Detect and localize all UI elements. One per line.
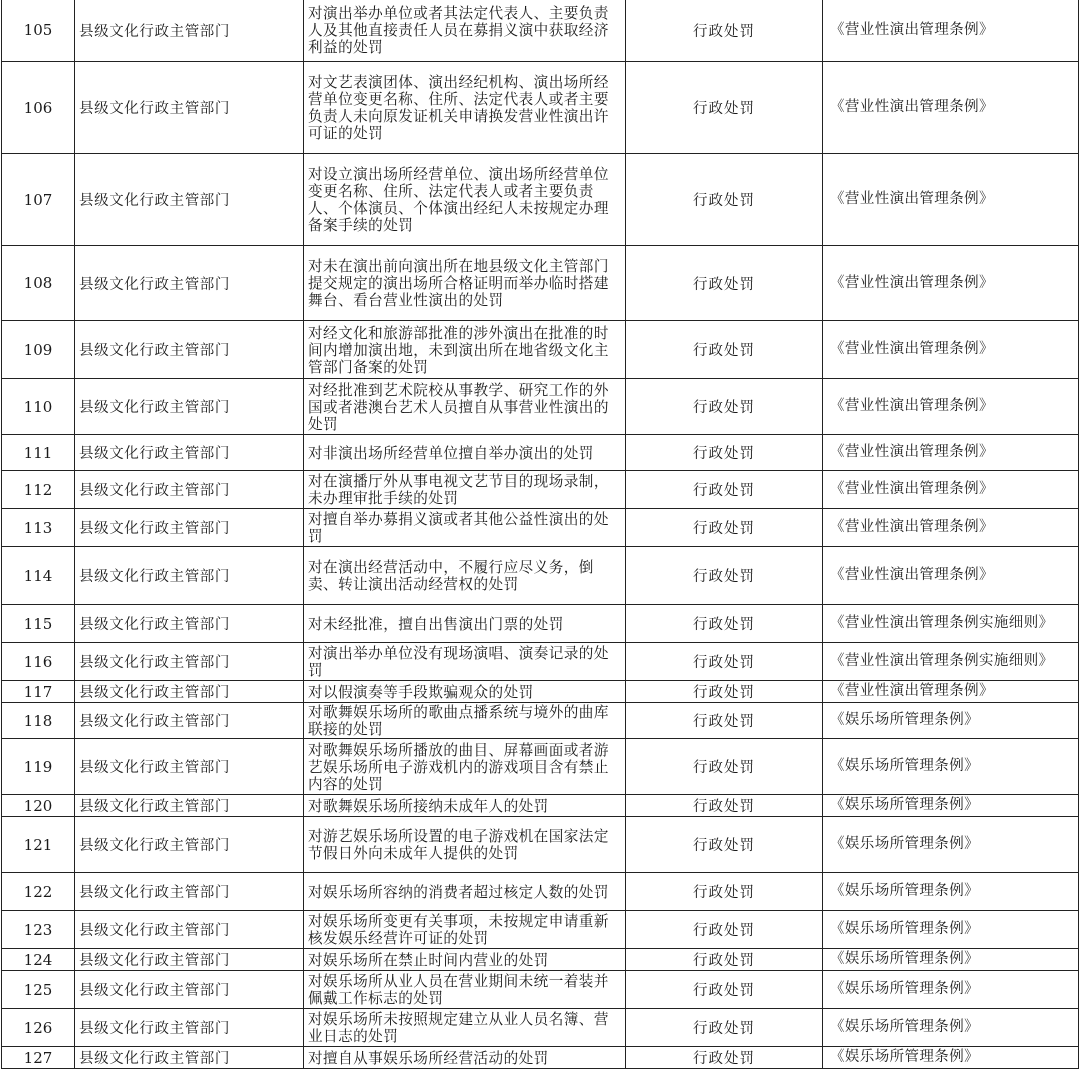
item-name-cell <box>304 971 626 1009</box>
penalty-type-cell <box>626 1009 823 1047</box>
row-number-text: 105 <box>23 21 53 39</box>
penalty-type-cell <box>626 471 823 509</box>
legal-basis-cell <box>823 971 1079 1009</box>
penalty-type-cell <box>626 379 823 435</box>
item-name-cell <box>304 547 626 605</box>
department-cell <box>75 949 304 971</box>
department-cell-text: 县级文化行政主管部门 <box>79 400 230 416</box>
department-cell <box>75 62 304 154</box>
department-cell <box>75 0 304 62</box>
penalty-type-cell-text: 行政处罚 <box>693 799 755 815</box>
row-number <box>2 471 75 509</box>
legal-basis-cell <box>823 246 1079 321</box>
row-number-text: 108 <box>23 274 53 292</box>
department-cell-text: 县级文化行政主管部门 <box>79 617 230 633</box>
table-row <box>2 246 1079 321</box>
row-number <box>2 605 75 643</box>
table-row <box>2 321 1079 379</box>
department-cell <box>75 817 304 873</box>
department-cell <box>75 321 304 379</box>
item-name-cell <box>304 817 626 873</box>
department-cell-text: 县级文化行政主管部门 <box>79 923 230 939</box>
table-row <box>2 471 1079 509</box>
penalty-type-cell-text: 行政处罚 <box>693 1021 755 1037</box>
row-number <box>2 246 75 321</box>
legal-basis-cell <box>823 154 1079 246</box>
table-row <box>2 62 1079 154</box>
department-cell-text: 县级文化行政主管部门 <box>79 446 230 462</box>
row-number-text: 110 <box>23 397 53 416</box>
row-number <box>2 1009 75 1047</box>
penalty-type-cell <box>626 703 823 739</box>
legal-basis-cell <box>823 605 1079 643</box>
row-number-text: 116 <box>23 652 53 671</box>
item-name-cell-text: 对歌舞娱乐场所接纳未成年人的处罚 <box>308 797 549 815</box>
department-cell-text: 县级文化行政主管部门 <box>79 983 230 999</box>
row-number <box>2 643 75 681</box>
penalty-type-cell <box>626 949 823 971</box>
legal-basis-cell-text: 《营业性演出管理条例》 <box>830 481 994 497</box>
department-cell-text: 县级文化行政主管部门 <box>79 760 230 776</box>
department-cell-text: 县级文化行政主管部门 <box>79 483 230 499</box>
penalty-type-cell <box>626 62 823 154</box>
row-number <box>2 435 75 471</box>
penalty-type-cell <box>626 739 823 795</box>
penalty-type-cell <box>626 435 823 471</box>
penalty-type-cell <box>626 817 823 873</box>
department-cell-text: 县级文化行政主管部门 <box>79 569 230 585</box>
item-name-cell <box>304 246 626 321</box>
department-cell <box>75 246 304 321</box>
item-name-cell-text: 对娱乐场所容纳的消费者超过核定人数的处罚 <box>308 883 609 901</box>
legal-basis-cell-text: 《娱乐场所管理条例》 <box>830 921 979 937</box>
row-number-text: 106 <box>23 98 53 117</box>
department-cell-text: 县级文化行政主管部门 <box>79 521 230 537</box>
legal-basis-cell-text: 《娱乐场所管理条例》 <box>830 836 979 852</box>
department-cell <box>75 873 304 911</box>
row-number-text: 126 <box>23 1018 53 1037</box>
penalty-type-cell <box>626 681 823 703</box>
legal-basis-cell <box>823 0 1079 62</box>
table-row <box>2 379 1079 435</box>
item-name-cell <box>304 379 626 435</box>
penalty-type-cell-text: 行政处罚 <box>693 483 755 499</box>
department-cell-text: 县级文化行政主管部门 <box>79 23 230 40</box>
item-name-cell-text: 对歌舞娱乐场所的歌曲点播系统与境外的曲库联接的处罚 <box>308 704 609 738</box>
department-cell <box>75 681 304 703</box>
table-row <box>2 1009 1079 1047</box>
item-name-cell <box>304 605 626 643</box>
penalty-type-cell-text: 行政处罚 <box>693 569 755 585</box>
row-number-text: 118 <box>23 711 53 730</box>
legal-basis-cell-text: 《营业性演出管理条例》 <box>830 21 994 38</box>
penalty-type-cell <box>626 509 823 547</box>
item-name-cell-text: 对非演出场所经营单位擅自举办演出的处罚 <box>308 444 594 462</box>
row-number <box>2 0 75 62</box>
table-row <box>2 739 1079 795</box>
row-number-text: 111 <box>23 443 53 462</box>
legal-basis-cell-text: 《娱乐场所管理条例》 <box>830 1019 979 1035</box>
department-cell-text: 县级文化行政主管部门 <box>79 1021 230 1037</box>
row-number <box>2 703 75 739</box>
row-number <box>2 509 75 547</box>
row-number-text: 121 <box>23 835 53 854</box>
department-cell <box>75 471 304 509</box>
item-name-cell-text: 对娱乐场所在禁止时间内营业的处罚 <box>308 951 549 969</box>
legal-basis-cell-text: 《营业性演出管理条例》 <box>830 341 994 357</box>
penalty-type-cell-text: 行政处罚 <box>693 193 755 209</box>
penalty-type-cell <box>626 246 823 321</box>
row-number <box>2 154 75 246</box>
row-number-text: 117 <box>23 682 53 701</box>
legal-basis-cell <box>823 471 1079 509</box>
row-number-text: 107 <box>23 190 53 209</box>
department-cell <box>75 547 304 605</box>
penalty-type-cell-text: 行政处罚 <box>693 953 755 969</box>
department-cell <box>75 1047 304 1069</box>
legal-basis-cell-text: 《营业性演出管理条例》 <box>830 99 994 115</box>
penalty-type-cell <box>626 795 823 817</box>
department-cell-text: 县级文化行政主管部门 <box>79 1051 230 1067</box>
item-name-cell-text: 对演出举办单位没有现场演唱、演奏记录的处罚 <box>308 645 609 679</box>
row-number <box>2 949 75 971</box>
department-cell <box>75 703 304 739</box>
legal-basis-cell-text: 《营业性演出管理条例》 <box>830 191 994 207</box>
row-number <box>2 739 75 795</box>
legal-basis-cell-text: 《娱乐场所管理条例》 <box>830 797 979 813</box>
item-name-cell-text: 对经文化和旅游部批准的涉外演出在批准的时间内增加演出地，未到演出所在地省级文化主管部门备案的处罚 <box>308 324 609 376</box>
row-number <box>2 911 75 949</box>
penalty-type-cell <box>626 643 823 681</box>
table-row <box>2 643 1079 681</box>
item-name-cell-text: 对文艺表演团体、演出经纪机构、演出场所经营单位变更名称、住所、法定代表人或者主要负责人未向原发证机关申请换发营业性演出许可证的处罚 <box>308 74 609 142</box>
department-cell-text: 县级文化行政主管部门 <box>79 838 230 854</box>
table-row <box>2 681 1079 703</box>
department-cell <box>75 154 304 246</box>
item-name-cell-text: 对歌舞娱乐场所播放的曲目、屏幕画面或者游艺娱乐场所电子游戏机内的游戏项目含有禁止内容的处罚 <box>308 741 609 793</box>
item-name-cell-text: 对在演出经营活动中，不履行应尽义务，倒卖、转让演出活动经营权的处罚 <box>308 559 594 593</box>
item-name-cell-text: 对娱乐场所变更有关事项，未按规定申请重新核发娱乐经营许可证的处罚 <box>308 913 609 947</box>
penalty-type-cell-text: 行政处罚 <box>693 343 755 359</box>
table-row <box>2 0 1079 62</box>
department-cell-text: 县级文化行政主管部门 <box>79 799 230 815</box>
row-number-text: 112 <box>23 480 53 499</box>
penalty-type-cell <box>626 911 823 949</box>
row-number-text: 123 <box>23 920 53 939</box>
legal-basis-cell <box>823 435 1079 471</box>
legal-basis-cell <box>823 547 1079 605</box>
row-number-text: 119 <box>23 757 53 776</box>
department-cell <box>75 1009 304 1047</box>
department-cell <box>75 739 304 795</box>
row-number <box>2 321 75 379</box>
department-cell <box>75 435 304 471</box>
department-cell-text: 县级文化行政主管部门 <box>79 276 230 293</box>
penalty-type-cell-text: 行政处罚 <box>693 760 755 776</box>
table-row <box>2 949 1079 971</box>
department-cell <box>75 911 304 949</box>
item-name-cell <box>304 154 626 246</box>
penalty-type-cell-text: 行政处罚 <box>693 838 755 854</box>
penalty-type-cell <box>626 1047 823 1069</box>
legal-basis-cell-text: 《营业性演出管理条例》 <box>830 683 994 699</box>
legal-basis-cell <box>823 817 1079 873</box>
table-row <box>2 703 1079 739</box>
item-name-cell <box>304 795 626 817</box>
penalty-type-cell-text: 行政处罚 <box>693 1051 755 1067</box>
legal-basis-cell <box>823 379 1079 435</box>
legal-basis-cell-text: 《娱乐场所管理条例》 <box>830 1049 979 1065</box>
item-name-cell-text: 对擅自举办募捐义演或者其他公益性演出的处罚 <box>308 511 609 545</box>
department-cell-text: 县级文化行政主管部门 <box>79 101 230 117</box>
penalty-type-cell <box>626 321 823 379</box>
department-cell <box>75 509 304 547</box>
penalty-type-cell-text: 行政处罚 <box>693 23 755 40</box>
item-name-cell <box>304 703 626 739</box>
legal-basis-cell <box>823 739 1079 795</box>
legal-basis-cell-text: 《营业性演出管理条例》 <box>830 444 994 460</box>
item-name-cell-text: 对演出举办单位或者其法定代表人、主要负责人及其他直接责任人员在募捐义演中获取经济利益的处罚 <box>308 5 609 56</box>
item-name-cell <box>304 0 626 62</box>
penalty-type-cell <box>626 873 823 911</box>
table-row <box>2 795 1079 817</box>
item-name-cell-text: 对设立演出场所经营单位、演出场所经营单位变更名称、住所、法定代表人或者主要负责人、个体演员、个体演出经纪人未按规定办理备案手续的处罚 <box>308 166 609 234</box>
item-name-cell-text: 对娱乐场所未按照规定建立从业人员名簿、营业日志的处罚 <box>308 1011 609 1045</box>
penalty-type-cell <box>626 154 823 246</box>
row-number <box>2 547 75 605</box>
department-cell <box>75 795 304 817</box>
department-cell <box>75 605 304 643</box>
row-number <box>2 1047 75 1069</box>
penalty-type-cell-text: 行政处罚 <box>693 685 755 701</box>
item-name-cell <box>304 471 626 509</box>
legal-basis-cell-text: 《营业性演出管理条例实施细则》 <box>830 653 1054 669</box>
row-number-text: 113 <box>23 518 53 537</box>
penalty-type-cell-text: 行政处罚 <box>693 521 755 537</box>
legal-basis-cell-text: 《营业性演出管理条例》 <box>830 567 994 583</box>
table-row <box>2 1047 1079 1069</box>
legal-basis-cell-text: 《营业性演出管理条例》 <box>830 519 994 535</box>
department-cell <box>75 643 304 681</box>
item-name-cell-text: 对未经批准，擅自出售演出门票的处罚 <box>308 615 564 633</box>
item-name-cell <box>304 643 626 681</box>
legal-basis-cell <box>823 1047 1079 1069</box>
department-cell-text: 县级文化行政主管部门 <box>79 685 230 701</box>
table-row <box>2 547 1079 605</box>
legal-basis-cell <box>823 1009 1079 1047</box>
legal-basis-cell <box>823 703 1079 739</box>
row-number <box>2 795 75 817</box>
legal-basis-cell <box>823 681 1079 703</box>
item-name-cell-text: 对以假演奏等手段欺骗观众的处罚 <box>308 683 534 701</box>
row-number-text: 124 <box>23 950 53 969</box>
row-number-text: 115 <box>23 614 53 633</box>
department-cell <box>75 379 304 435</box>
item-name-cell-text: 对游艺娱乐场所设置的电子游戏机在国家法定节假日外向未成年人提供的处罚 <box>308 828 609 862</box>
department-cell-text: 县级文化行政主管部门 <box>79 885 230 901</box>
row-number <box>2 817 75 873</box>
item-name-cell <box>304 739 626 795</box>
penalty-type-cell-text: 行政处罚 <box>693 446 755 462</box>
penalty-type-cell-text: 行政处罚 <box>693 923 755 939</box>
legal-basis-cell <box>823 795 1079 817</box>
penalty-items-table <box>1 0 1079 1069</box>
penalty-type-cell-text: 行政处罚 <box>693 714 755 730</box>
legal-basis-cell-text: 《娱乐场所管理条例》 <box>830 712 979 728</box>
row-number-text: 109 <box>23 340 53 359</box>
legal-basis-cell-text: 《营业性演出管理条例实施细则》 <box>830 615 1054 631</box>
table-row <box>2 154 1079 246</box>
legal-basis-cell-text: 《营业性演出管理条例》 <box>830 398 994 414</box>
table-row <box>2 971 1079 1009</box>
item-name-cell <box>304 1047 626 1069</box>
legal-basis-cell-text: 《娱乐场所管理条例》 <box>830 883 979 899</box>
item-name-cell-text: 对娱乐场所从业人员在营业期间未统一着装并佩戴工作标志的处罚 <box>308 973 609 1007</box>
penalty-type-cell <box>626 605 823 643</box>
item-name-cell-text: 对在演播厅外从事电视文艺节目的现场录制，未办理审批手续的处罚 <box>308 473 609 507</box>
item-name-cell <box>304 321 626 379</box>
legal-basis-cell <box>823 321 1079 379</box>
legal-basis-cell-text: 《娱乐场所管理条例》 <box>830 981 979 997</box>
item-name-cell <box>304 435 626 471</box>
penalty-type-cell <box>626 0 823 62</box>
department-cell-text: 县级文化行政主管部门 <box>79 714 230 730</box>
legal-basis-cell <box>823 873 1079 911</box>
penalty-type-cell-text: 行政处罚 <box>693 101 755 117</box>
row-number <box>2 873 75 911</box>
department-cell-text: 县级文化行政主管部门 <box>79 193 230 209</box>
row-number-text: 120 <box>23 796 53 815</box>
department-cell-text: 县级文化行政主管部门 <box>79 953 230 969</box>
legal-basis-cell <box>823 949 1079 971</box>
penalty-type-cell-text: 行政处罚 <box>693 885 755 901</box>
penalty-type-cell-text: 行政处罚 <box>693 983 755 999</box>
penalty-type-cell-text: 行政处罚 <box>693 655 755 671</box>
penalty-type-cell-text: 行政处罚 <box>693 276 755 293</box>
item-name-cell <box>304 62 626 154</box>
penalty-type-cell <box>626 971 823 1009</box>
table-row <box>2 509 1079 547</box>
row-number <box>2 681 75 703</box>
legal-basis-cell <box>823 911 1079 949</box>
table-row <box>2 435 1079 471</box>
penalty-type-cell <box>626 547 823 605</box>
penalty-type-cell-text: 行政处罚 <box>693 400 755 416</box>
item-name-cell <box>304 509 626 547</box>
row-number-text: 114 <box>23 566 53 585</box>
row-number-text: 122 <box>23 882 53 901</box>
table-row <box>2 911 1079 949</box>
table-row <box>2 873 1079 911</box>
item-name-cell <box>304 949 626 971</box>
department-cell <box>75 971 304 1009</box>
department-cell-text: 县级文化行政主管部门 <box>79 655 230 671</box>
row-number <box>2 379 75 435</box>
penalty-type-cell-text: 行政处罚 <box>693 617 755 633</box>
item-name-cell-text: 对未在演出前向演出所在地县级文化主管部门提交规定的演出场所合格证明而举办临时搭建舞台、看台营业性演出的处罚 <box>308 258 609 309</box>
legal-basis-cell <box>823 643 1079 681</box>
department-cell-text: 县级文化行政主管部门 <box>79 343 230 359</box>
item-name-cell <box>304 681 626 703</box>
legal-basis-cell <box>823 509 1079 547</box>
item-name-cell <box>304 873 626 911</box>
row-number-text: 127 <box>23 1048 53 1067</box>
item-name-cell-text: 对擅自从事娱乐场所经营活动的处罚 <box>308 1049 549 1067</box>
item-name-cell <box>304 1009 626 1047</box>
legal-basis-cell <box>823 62 1079 154</box>
table-row <box>2 605 1079 643</box>
table-body <box>2 0 1079 1069</box>
legal-basis-cell-text: 《娱乐场所管理条例》 <box>830 758 979 774</box>
legal-basis-cell-text: 《营业性演出管理条例》 <box>830 274 994 291</box>
item-name-cell <box>304 911 626 949</box>
row-number <box>2 62 75 154</box>
item-name-cell-text: 对经批准到艺术院校从事教学、研究工作的外国或者港澳台艺术人员擅自从事营业性演出的处罚 <box>308 381 609 433</box>
row-number-text: 125 <box>23 980 53 999</box>
legal-basis-cell-text: 《娱乐场所管理条例》 <box>830 951 979 967</box>
table-row <box>2 817 1079 873</box>
row-number <box>2 971 75 1009</box>
